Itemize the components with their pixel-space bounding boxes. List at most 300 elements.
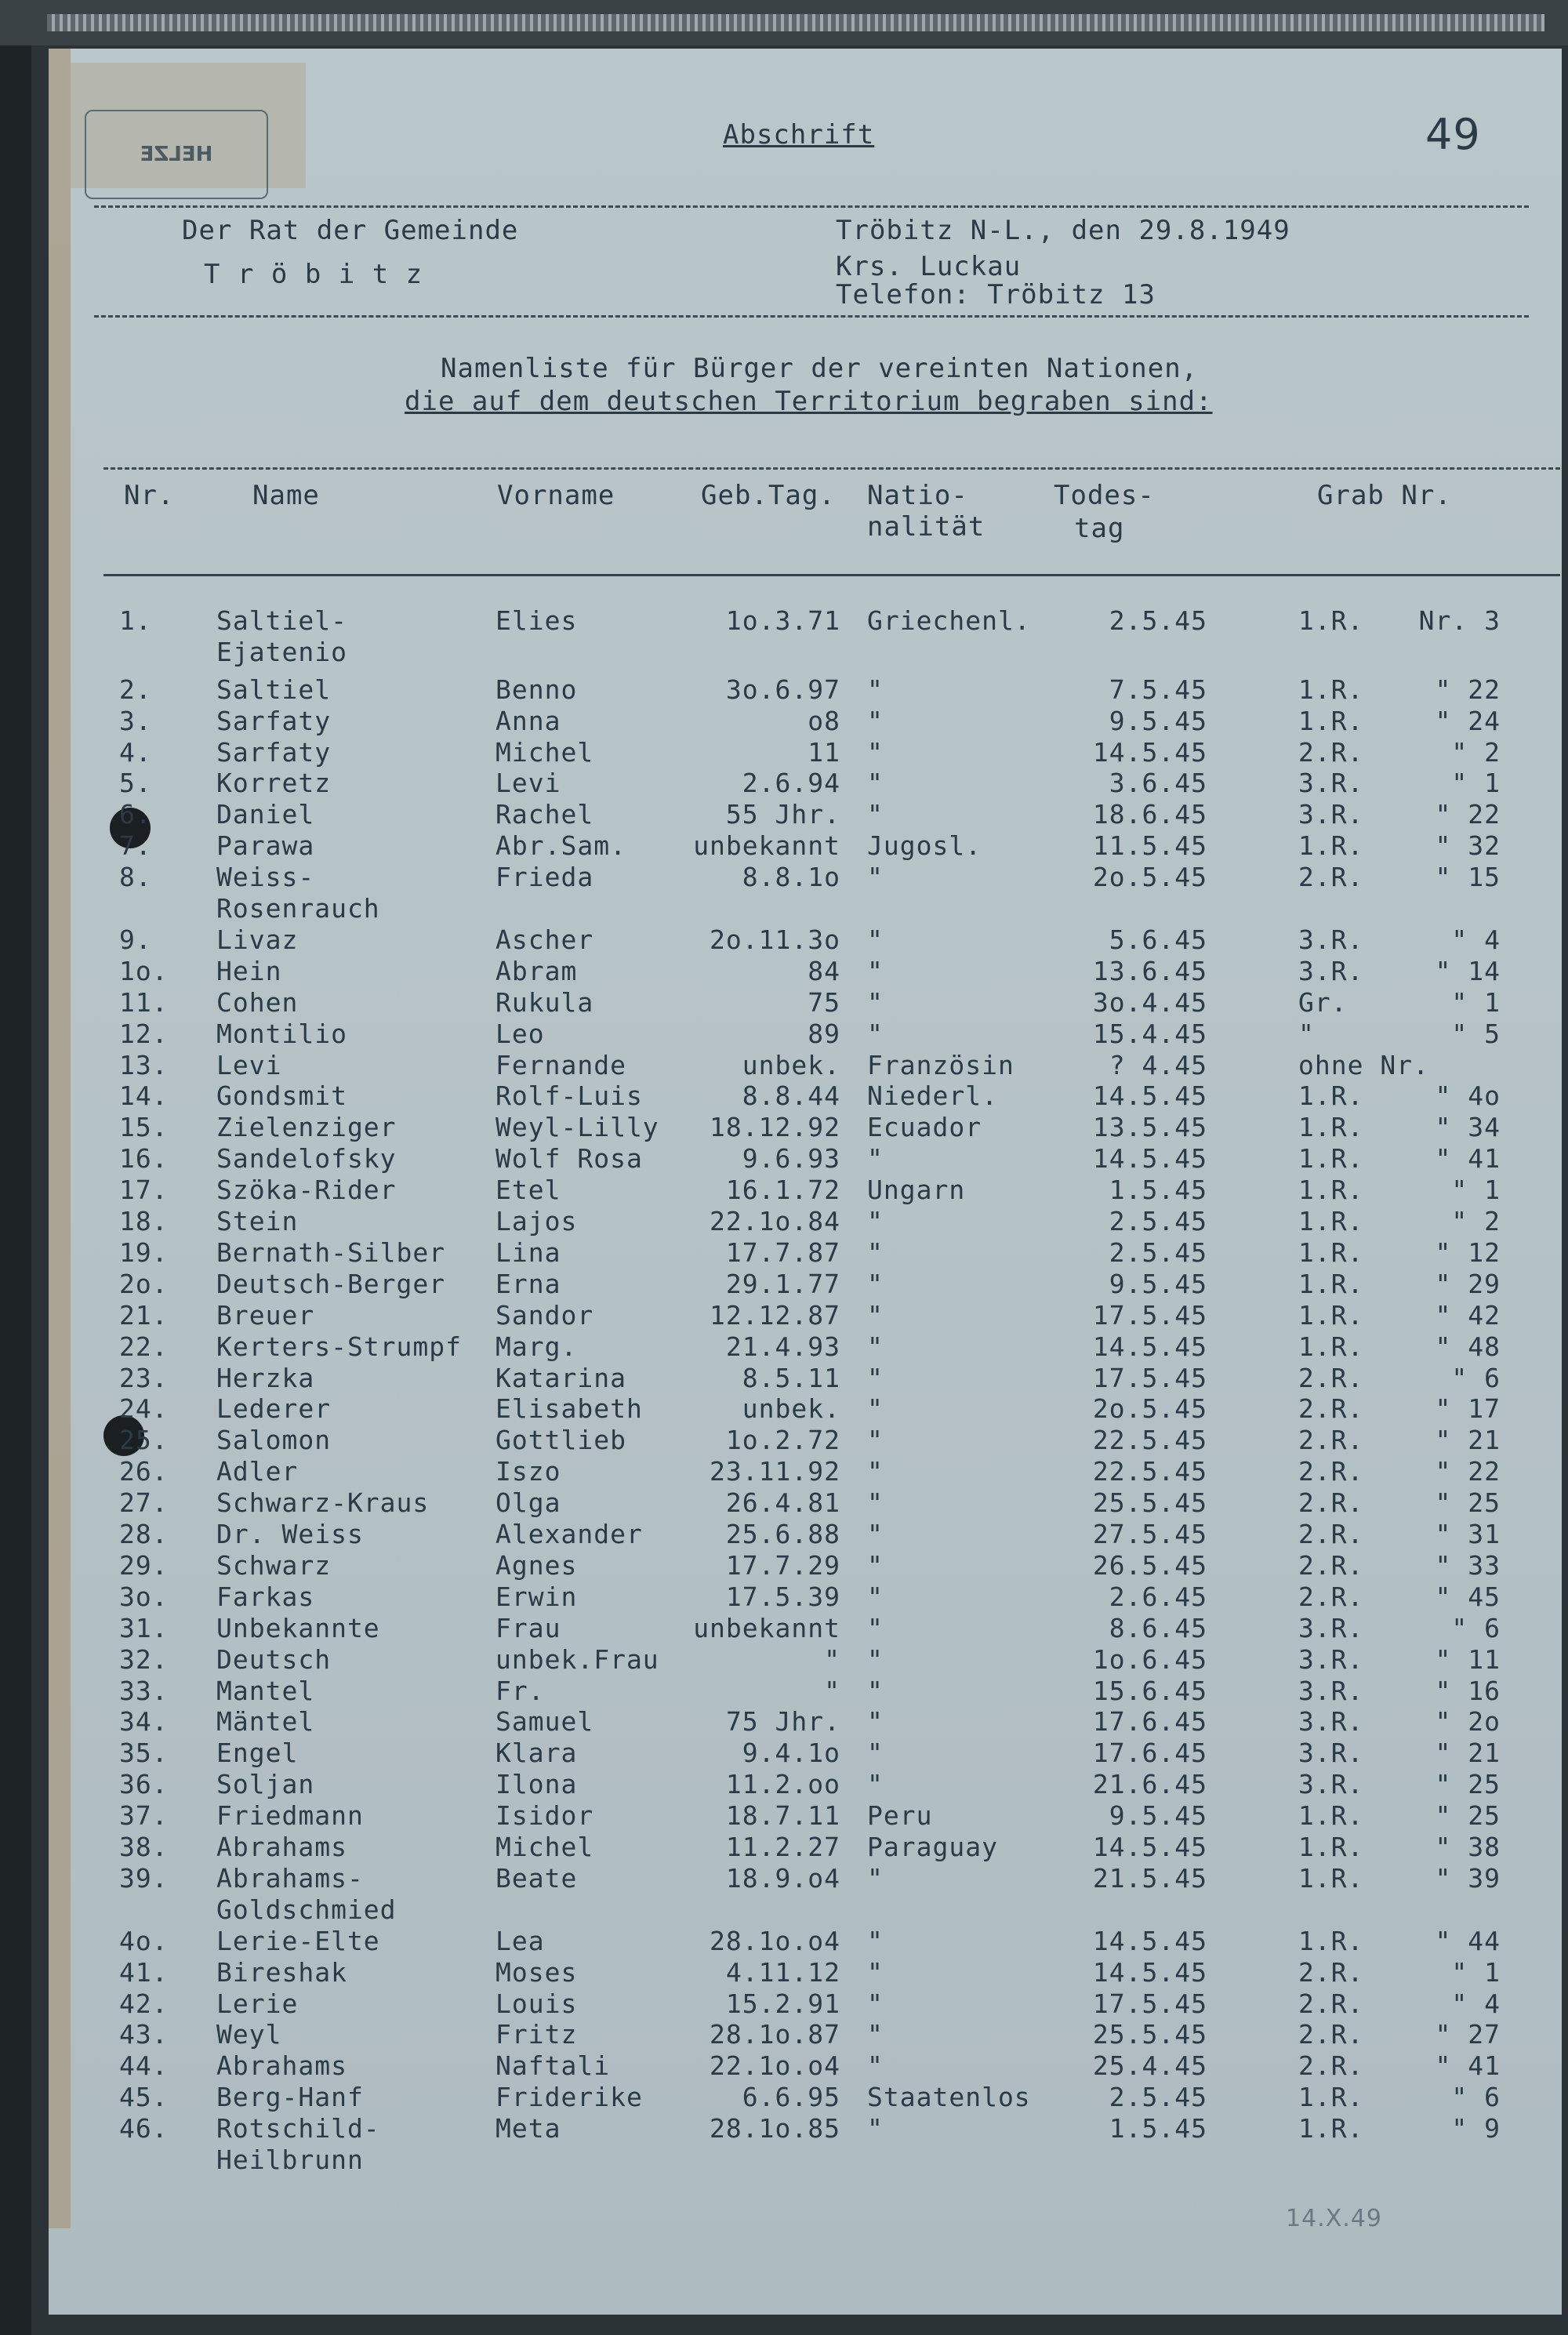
row-nationalitaet: Griechenl.: [867, 605, 1031, 636]
row-nationalitaet: ": [867, 1425, 884, 1456]
row-vorname: Ascher: [495, 924, 594, 955]
row-nationalitaet: ": [867, 768, 884, 799]
row-todestag: 21.5.45: [1092, 1862, 1207, 1894]
row-grab-nr: " 2o: [1435, 1706, 1501, 1738]
row-grab-reihe: 1.R.: [1298, 1862, 1364, 1894]
row-grab-nr: " 2: [1451, 1206, 1501, 1237]
row-nationalitaet: ": [867, 1143, 884, 1175]
row-vorname: unbek.Frau: [495, 1643, 659, 1675]
row-nationalitaet: ": [867, 1456, 884, 1487]
row-vorname: Rolf-Luis: [495, 1080, 643, 1112]
row-vorname: Samuel: [495, 1706, 594, 1738]
row-nationalitaet: ": [867, 1519, 884, 1550]
header-vorname: Vorname: [497, 480, 615, 511]
table-rule-bottom: [103, 574, 1560, 576]
row-nr: 24.: [119, 1393, 169, 1425]
phone: Telefon: Tröbitz 13: [836, 279, 1156, 310]
row-nr: 18.: [119, 1206, 169, 1237]
row-nr: 42.: [119, 1988, 169, 2019]
row-nr: 11.: [119, 986, 169, 1018]
row-grab-reihe: 1.R.: [1298, 1331, 1364, 1362]
row-name: Abrahams-: [216, 1862, 364, 1894]
row-vorname: Lea: [495, 1925, 545, 1956]
row-grab-reihe: 2.R.: [1298, 862, 1364, 893]
row-todestag: 3.6.45: [1109, 768, 1207, 799]
row-nr: 26.: [119, 1456, 169, 1487]
row-todestag: 14.5.45: [1092, 1832, 1207, 1863]
row-name: Saltiel-: [216, 605, 347, 636]
row-todestag: 17.5.45: [1092, 1988, 1207, 2019]
header-nr: Nr.: [124, 480, 175, 511]
row-name: Schwarz-Kraus: [216, 1487, 430, 1519]
row-grab-nr: " 1: [1451, 1175, 1501, 1206]
row-nr: 27.: [119, 1487, 169, 1519]
row-vorname: Elies: [495, 605, 578, 636]
row-name: Lederer: [216, 1393, 332, 1425]
row-todestag: 25.5.45: [1092, 2019, 1207, 2050]
row-grab-reihe: 3.R.: [1298, 1643, 1364, 1675]
row-grab-nr: " 33: [1435, 1549, 1501, 1581]
row-name: Breuer: [216, 1299, 315, 1331]
row-nr: 39.: [119, 1862, 169, 1894]
row-name: Hein: [216, 955, 282, 986]
row-name: Abrahams: [216, 2050, 347, 2082]
row-name: Parawa: [216, 830, 315, 862]
row-name: Cohen: [216, 986, 299, 1018]
row-nr: 1o.: [119, 955, 169, 986]
row-nationalitaet: ": [867, 1206, 884, 1237]
row-todestag: 8.6.45: [1109, 1612, 1207, 1643]
list-title-line-2: die auf dem deutschen Territorium begraben sind:: [405, 386, 1213, 417]
scan-border-top: [0, 0, 1568, 45]
row-name: Daniel: [216, 799, 315, 830]
row-name: Engel: [216, 1738, 299, 1769]
row-todestag: 1.5.45: [1109, 1175, 1207, 1206]
row-nr: 25.: [119, 1425, 169, 1456]
row-geburtstag: 17.5.39: [725, 1581, 840, 1612]
row-grab-nr: " 6: [1451, 1612, 1501, 1643]
row-vorname: Benno: [495, 674, 578, 705]
row-nationalitaet: Peru: [867, 1800, 933, 1832]
row-name: Korretz: [216, 768, 332, 799]
row-name: Unbekannte: [216, 1612, 380, 1643]
row-todestag: ? 4.45: [1109, 1049, 1207, 1080]
sender-line-2: T r ö b i t z: [204, 259, 423, 290]
row-vorname: Naftali: [495, 2050, 611, 2082]
row-vorname: Erna: [495, 1268, 561, 1299]
row-todestag: 17.5.45: [1092, 1362, 1207, 1393]
row-nationalitaet: ": [867, 1675, 884, 1706]
row-geburtstag: 23.11.92: [710, 1456, 840, 1487]
row-todestag: 2o.5.45: [1092, 1393, 1207, 1425]
row-grab-reihe: 3.R.: [1298, 1769, 1364, 1800]
row-todestag: 1o.6.45: [1092, 1643, 1207, 1675]
row-grab-reihe: 2.R.: [1298, 1581, 1364, 1612]
row-todestag: 17.6.45: [1092, 1738, 1207, 1769]
row-geburtstag: unbekannt: [693, 830, 840, 862]
row-nr: 44.: [119, 2050, 169, 2082]
row-grab-reihe: 2.R.: [1298, 1956, 1364, 1988]
row-name: Sarfaty: [216, 705, 332, 736]
row-geburtstag: 75: [808, 986, 840, 1018]
row-vorname: Fritz: [495, 2019, 578, 2050]
row-nationalitaet: Jugosl.: [867, 830, 982, 862]
row-grab-reihe: 1.R.: [1298, 2082, 1364, 2113]
row-vorname: Iszo: [495, 1456, 561, 1487]
row-nationalitaet: ": [867, 924, 884, 955]
row-vorname: Lina: [495, 1236, 561, 1268]
row-grab-reihe: 3.R.: [1298, 1675, 1364, 1706]
row-grab-reihe: ": [1298, 1018, 1315, 1049]
row-todestag: 13.5.45: [1092, 1112, 1207, 1143]
row-name: Berg-Hanf: [216, 2082, 364, 2113]
header-nationalitaet-1: Natio-: [867, 480, 968, 511]
row-name: Stein: [216, 1206, 299, 1237]
row-grab-nr: " 34: [1435, 1112, 1501, 1143]
row-grab-reihe: 1.R.: [1298, 1800, 1364, 1832]
row-grab-nr: " 48: [1435, 1331, 1501, 1362]
row-todestag: 22.5.45: [1092, 1425, 1207, 1456]
row-grab-reihe: 1.R.: [1298, 1175, 1364, 1206]
row-geburtstag: 22.1o.84: [710, 1206, 840, 1237]
row-nr: 4o.: [119, 1925, 169, 1956]
row-todestag: 9.5.45: [1109, 705, 1207, 736]
row-nationalitaet: Paraguay: [867, 1832, 998, 1863]
row-todestag: 2.5.45: [1109, 605, 1207, 636]
row-nr: 41.: [119, 1956, 169, 1988]
row-vorname: Frieda: [495, 862, 594, 893]
row-grab-reihe: 1.R.: [1298, 2113, 1364, 2144]
row-name-continued: Heilbrunn: [216, 2144, 364, 2176]
row-todestag: 9.5.45: [1109, 1268, 1207, 1299]
row-nr: 14.: [119, 1080, 169, 1112]
row-vorname: Meta: [495, 2113, 561, 2144]
row-name-continued: Rosenrauch: [216, 893, 380, 924]
row-geburtstag: o8: [808, 705, 840, 736]
row-vorname: Friderike: [495, 2082, 643, 2113]
row-todestag: 15.4.45: [1092, 1018, 1207, 1049]
row-grab-reihe: 1.R.: [1298, 674, 1364, 705]
header-rule-bottom: [94, 315, 1529, 318]
row-todestag: 18.6.45: [1092, 799, 1207, 830]
row-geburtstag: 21.4.93: [725, 1331, 840, 1362]
row-name: Bireshak: [216, 1956, 347, 1988]
row-todestag: 22.5.45: [1092, 1456, 1207, 1487]
document-heading: Abschrift: [723, 119, 875, 151]
row-nr: 23.: [119, 1362, 169, 1393]
row-nr: 7.: [119, 830, 152, 862]
row-nr: 17.: [119, 1175, 169, 1206]
row-vorname: Klara: [495, 1738, 578, 1769]
row-name: Herzka: [216, 1362, 315, 1393]
row-vorname: Abr.Sam.: [495, 830, 626, 862]
header-name: Name: [252, 480, 320, 511]
row-nr: 22.: [119, 1331, 169, 1362]
row-grab-nr: " 21: [1435, 1738, 1501, 1769]
row-todestag: 1.5.45: [1109, 2113, 1207, 2144]
row-name: Szöka-Rider: [216, 1175, 397, 1206]
row-grab-nr: " 4o: [1435, 1080, 1501, 1112]
row-grab-nr: " 6: [1451, 1362, 1501, 1393]
row-grab-reihe: ohne Nr.: [1298, 1049, 1429, 1080]
row-name: Sarfaty: [216, 736, 332, 768]
row-geburtstag: 2.6.94: [742, 768, 840, 799]
row-geburtstag: 11: [808, 736, 840, 768]
row-nationalitaet: Ecuador: [867, 1112, 982, 1143]
row-grab-nr: " 14: [1435, 955, 1501, 986]
row-nr: 2o.: [119, 1268, 169, 1299]
row-name: Salomon: [216, 1425, 332, 1456]
row-geburtstag: unbek.: [742, 1393, 840, 1425]
row-nationalitaet: ": [867, 1362, 884, 1393]
row-grab-nr: Nr. 3: [1418, 605, 1501, 636]
row-vorname: Michel: [495, 1832, 594, 1863]
row-todestag: 25.5.45: [1092, 1487, 1207, 1519]
row-nationalitaet: ": [867, 1988, 884, 2019]
row-todestag: 26.5.45: [1092, 1549, 1207, 1581]
row-name: Kerters-Strumpf: [216, 1331, 463, 1362]
row-nationalitaet: ": [867, 1299, 884, 1331]
row-todestag: 27.5.45: [1092, 1519, 1207, 1550]
row-todestag: 14.5.45: [1092, 1143, 1207, 1175]
row-nr: 4.: [119, 736, 152, 768]
row-grab-reihe: 3.R.: [1298, 768, 1364, 799]
row-grab-nr: " 24: [1435, 705, 1501, 736]
row-grab-nr: " 1: [1451, 986, 1501, 1018]
row-vorname: Anna: [495, 705, 561, 736]
row-grab-nr: " 4: [1451, 924, 1501, 955]
header-todestag-2: tag: [1074, 513, 1125, 544]
row-name-continued: Goldschmied: [216, 1894, 397, 1925]
row-nationalitaet: ": [867, 1487, 884, 1519]
row-nr: 3o.: [119, 1581, 169, 1612]
row-grab-nr: " 25: [1435, 1800, 1501, 1832]
row-name: Friedmann: [216, 1800, 364, 1832]
row-todestag: 5.6.45: [1109, 924, 1207, 955]
row-todestag: 14.5.45: [1092, 1956, 1207, 1988]
row-grab-nr: " 32: [1435, 830, 1501, 862]
row-nationalitaet: ": [867, 1268, 884, 1299]
row-grab-nr: " 12: [1435, 1236, 1501, 1268]
row-nationalitaet: ": [867, 674, 884, 705]
row-grab-reihe: 1.R.: [1298, 1080, 1364, 1112]
row-nationalitaet: ": [867, 1236, 884, 1268]
row-vorname: Moses: [495, 1956, 578, 1988]
row-name: Zielenziger: [216, 1112, 397, 1143]
row-nationalitaet: ": [867, 736, 884, 768]
row-nr: 32.: [119, 1643, 169, 1675]
row-nationalitaet: ": [867, 705, 884, 736]
header-todestag-1: Todes-: [1054, 480, 1155, 511]
row-vorname: Isidor: [495, 1800, 594, 1832]
row-todestag: 2.5.45: [1109, 1206, 1207, 1237]
row-todestag: 25.4.45: [1092, 2050, 1207, 2082]
header-geburtstag: Geb.Tag.: [701, 480, 836, 511]
row-grab-reihe: 3.R.: [1298, 924, 1364, 955]
row-nationalitaet: ": [867, 1393, 884, 1425]
row-grab-reihe: 1.R.: [1298, 1206, 1364, 1237]
row-nationalitaet: ": [867, 1956, 884, 1988]
row-grab-nr: " 17: [1435, 1393, 1501, 1425]
row-nr: 13.: [119, 1049, 169, 1080]
row-nr: 37.: [119, 1800, 169, 1832]
row-name: Saltiel: [216, 674, 332, 705]
row-grab-nr: " 22: [1435, 674, 1501, 705]
row-name: Schwarz: [216, 1549, 332, 1581]
row-nationalitaet: ": [867, 1581, 884, 1612]
row-grab-reihe: 1.R.: [1298, 1143, 1364, 1175]
row-todestag: 3o.4.45: [1092, 986, 1207, 1018]
header-grab-nr: Grab Nr.: [1317, 480, 1452, 511]
row-grab-reihe: 2.R.: [1298, 736, 1364, 768]
row-grab-nr: " 39: [1435, 1862, 1501, 1894]
row-grab-reihe: 2.R.: [1298, 1487, 1364, 1519]
row-geburtstag: unbekannt: [693, 1612, 840, 1643]
row-geburtstag: 11.2.oo: [725, 1769, 840, 1800]
row-name: Gondsmit: [216, 1080, 347, 1112]
row-nr: 5.: [119, 768, 152, 799]
row-vorname: Louis: [495, 1988, 578, 2019]
row-nr: 8.: [119, 862, 152, 893]
row-name: Lerie: [216, 1988, 299, 2019]
row-geburtstag: 17.7.87: [725, 1236, 840, 1268]
row-nationalitaet: ": [867, 1706, 884, 1738]
row-geburtstag: 9.4.1o: [742, 1738, 840, 1769]
row-name: Dr. Weiss: [216, 1519, 364, 1550]
row-nationalitaet: ": [867, 986, 884, 1018]
row-nr: 36.: [119, 1769, 169, 1800]
row-geburtstag: ": [824, 1643, 840, 1675]
header-rule-top: [94, 205, 1529, 208]
row-nationalitaet: ": [867, 1549, 884, 1581]
row-nationalitaet: Staatenlos: [867, 2082, 1031, 2113]
row-nationalitaet: ": [867, 1612, 884, 1643]
row-geburtstag: 22.1o.o4: [710, 2050, 840, 2082]
row-vorname: Leo: [495, 1018, 545, 1049]
row-geburtstag: 18.9.o4: [725, 1862, 840, 1894]
row-geburtstag: 18.7.11: [725, 1800, 840, 1832]
row-grab-nr: " 9: [1451, 2113, 1501, 2144]
row-grab-nr: " 1: [1451, 1956, 1501, 1988]
row-grab-reihe: 2.R.: [1298, 1988, 1364, 2019]
row-geburtstag: 16.1.72: [725, 1175, 840, 1206]
row-nationalitaet: ": [867, 1331, 884, 1362]
row-grab-reihe: 1.R.: [1298, 1299, 1364, 1331]
row-geburtstag: 8.5.11: [742, 1362, 840, 1393]
row-grab-reihe: 3.R.: [1298, 1612, 1364, 1643]
row-nr: 29.: [119, 1549, 169, 1581]
row-vorname: Rachel: [495, 799, 594, 830]
row-todestag: 2o.5.45: [1092, 862, 1207, 893]
row-grab-reihe: 1.R.: [1298, 1268, 1364, 1299]
row-vorname: Erwin: [495, 1581, 578, 1612]
row-name: Deutsch: [216, 1643, 332, 1675]
row-todestag: 7.5.45: [1109, 674, 1207, 705]
mirrored-stamp: [85, 110, 268, 199]
row-nationalitaet: Niederl.: [867, 1080, 998, 1112]
list-title-line-1: Namenliste für Bürger der vereinten Nationen,: [441, 353, 1199, 384]
row-name: Mantel: [216, 1675, 315, 1706]
row-name: Lerie-Elte: [216, 1925, 380, 1956]
row-nationalitaet: ": [867, 1769, 884, 1800]
row-grab-reihe: 1.R.: [1298, 605, 1364, 636]
row-name: Weyl: [216, 2019, 282, 2050]
row-geburtstag: 9.6.93: [742, 1143, 840, 1175]
row-vorname: Agnes: [495, 1549, 578, 1581]
page-number: 49: [1425, 110, 1481, 159]
row-todestag: 13.6.45: [1092, 955, 1207, 986]
row-grab-reihe: 2.R.: [1298, 2019, 1364, 2050]
row-vorname: Lajos: [495, 1206, 578, 1237]
stamp-text: HELZE: [140, 143, 213, 166]
row-name: Bernath-Silber: [216, 1236, 446, 1268]
row-geburtstag: 26.4.81: [725, 1487, 840, 1519]
row-geburtstag: 28.1o.85: [710, 2113, 840, 2144]
row-grab-nr: " 44: [1435, 1925, 1501, 1956]
row-name-continued: Ejatenio: [216, 636, 347, 667]
row-grab-reihe: 2.R.: [1298, 1519, 1364, 1550]
district: Krs. Luckau: [836, 251, 1022, 282]
row-grab-reihe: 3.R.: [1298, 799, 1364, 830]
row-nationalitaet: ": [867, 2019, 884, 2050]
row-geburtstag: 4.11.12: [725, 1956, 840, 1988]
tape-strip: [49, 49, 71, 2228]
row-grab-reihe: 2.R.: [1298, 1456, 1364, 1487]
row-todestag: 2.5.45: [1109, 1236, 1207, 1268]
row-nr: 45.: [119, 2082, 169, 2113]
row-geburtstag: 8.8.1o: [742, 862, 840, 893]
row-nationalitaet: ": [867, 955, 884, 986]
row-grab-nr: " 21: [1435, 1425, 1501, 1456]
row-grab-nr: " 41: [1435, 1143, 1501, 1175]
row-name: Montilio: [216, 1018, 347, 1049]
row-grab-reihe: 1.R.: [1298, 830, 1364, 862]
row-todestag: 17.5.45: [1092, 1299, 1207, 1331]
pencil-note: 14.X.49: [1286, 2205, 1382, 2232]
row-todestag: 2.6.45: [1109, 1581, 1207, 1612]
row-geburtstag: 12.12.87: [710, 1299, 840, 1331]
row-grab-nr: " 38: [1435, 1832, 1501, 1863]
row-todestag: 17.6.45: [1092, 1706, 1207, 1738]
row-nationalitaet: ": [867, 1643, 884, 1675]
row-nr: 16.: [119, 1143, 169, 1175]
row-nr: 15.: [119, 1112, 169, 1143]
row-vorname: Abram: [495, 955, 578, 986]
row-todestag: 9.5.45: [1109, 1800, 1207, 1832]
row-grab-nr: " 11: [1435, 1643, 1501, 1675]
row-nr: 35.: [119, 1738, 169, 1769]
row-geburtstag: ": [824, 1675, 840, 1706]
row-todestag: 15.6.45: [1092, 1675, 1207, 1706]
row-todestag: 21.6.45: [1092, 1769, 1207, 1800]
row-grab-reihe: Gr.: [1298, 986, 1348, 1018]
row-vorname: Etel: [495, 1175, 561, 1206]
row-geburtstag: 29.1.77: [725, 1268, 840, 1299]
row-vorname: Fr.: [495, 1675, 545, 1706]
row-geburtstag: 8.8.44: [742, 1080, 840, 1112]
row-geburtstag: 84: [808, 955, 840, 986]
row-grab-reihe: 1.R.: [1298, 1236, 1364, 1268]
row-geburtstag: 55 Jhr.: [725, 799, 840, 830]
row-grab-reihe: 1.R.: [1298, 705, 1364, 736]
row-grab-nr: " 2: [1451, 736, 1501, 768]
row-nr: 19.: [119, 1236, 169, 1268]
row-name: Sandelofsky: [216, 1143, 397, 1175]
row-vorname: Olga: [495, 1487, 561, 1519]
sender-line-1: Der Rat der Gemeinde: [182, 215, 519, 246]
row-vorname: Rukula: [495, 986, 594, 1018]
row-nr: 1.: [119, 605, 152, 636]
